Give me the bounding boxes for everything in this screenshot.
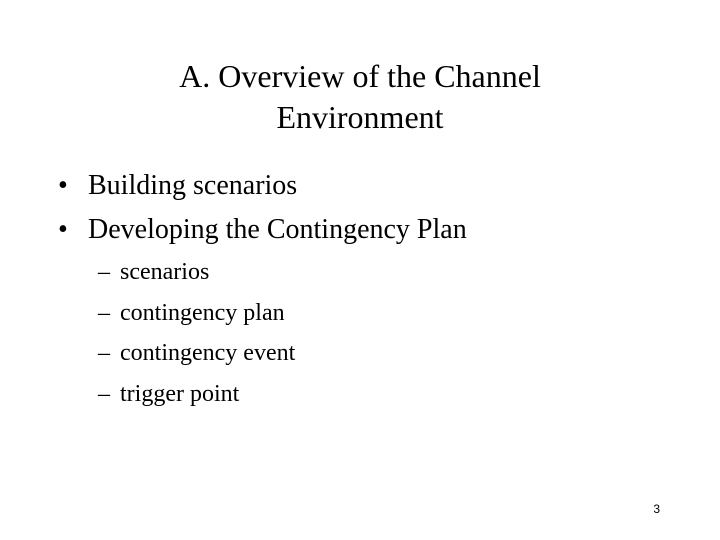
bullet-list (58, 164, 467, 252)
sub-item-contingency-plan (98, 293, 295, 334)
sub-item-text: trigger point (120, 380, 240, 407)
page-number: 3 (653, 502, 660, 516)
bullet-item-developing-plan (58, 208, 467, 252)
dash-marker: – (98, 340, 110, 366)
title-line-2: Environment (276, 99, 444, 135)
bullet-marker: • (58, 170, 68, 201)
sub-item-contingency-event (98, 333, 295, 374)
title-line-1: A. Overview of the Channel (179, 58, 541, 94)
sub-item-scenarios (98, 252, 295, 293)
bullet-item-building-scenarios (58, 164, 467, 208)
bullet-text: Developing the Contingency Plan (88, 214, 467, 245)
bullet-text: Building scenarios (88, 170, 298, 201)
dash-marker: – (98, 380, 110, 407)
sub-bullet-list (98, 252, 295, 414)
bullet-marker: • (58, 214, 68, 245)
sub-item-text: contingency event (120, 340, 296, 366)
dash-marker: – (98, 299, 110, 326)
sub-item-text: contingency plan (120, 299, 285, 326)
slide-title (60, 56, 660, 138)
dash-marker: – (98, 259, 110, 285)
sub-item-text: scenarios (120, 259, 210, 285)
sub-item-trigger-point (98, 374, 295, 415)
